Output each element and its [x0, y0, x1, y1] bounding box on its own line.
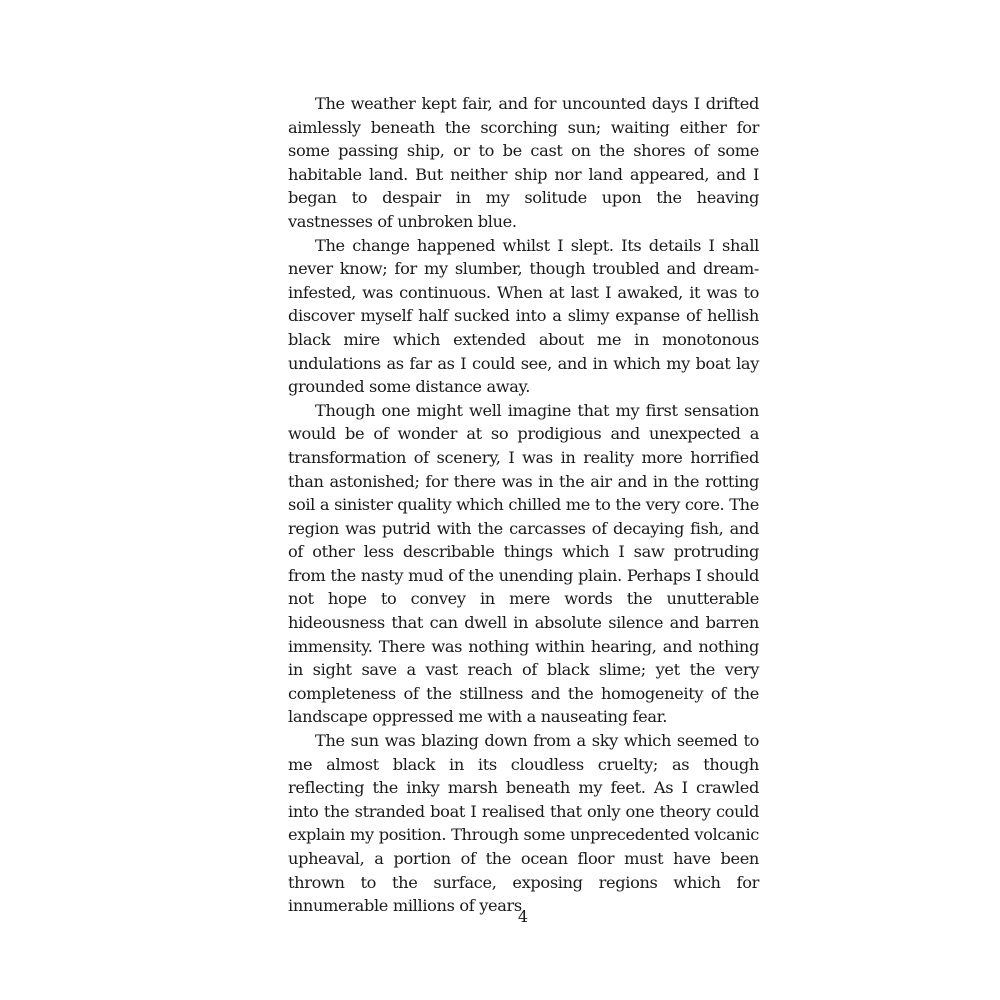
paragraph-3: Though one might well imagine that my first sensation would be of wonder at so prodigious and unexpected a transformation of scenery, I was in reality more horrified than astonished; for there was in the air and in the rotting soil a sinister quality which chilled me to the very core. The region was putrid with the carcasses of decaying fish, and of other less describable things which I saw protruding from the nasty mud of the unending plain. Perhaps I should not hope to convey in mere words the unutterable hideousness that can dwell in absolute silence and barren immensity. There was nothing within hearing, and nothing in sight save a vast reach of black slime; yet the very completeness of the stillness and the homogeneity of the landscape oppressed me with a nauseating fear. [288, 400, 759, 727]
paragraph-4: The sun was blazing down from a sky which seemed to me almost black in its cloudless cruelty; as though reflecting the inky marsh beneath my feet. As I crawled into the stranded boat I realised that only one theory could explain my position. Through some unprecedented volcanic upheaval, a portion of the ocean floor must have been thrown to the surface, exposing regions which for innumerable millions of years [288, 731, 759, 916]
body-text [288, 92, 759, 918]
page-number: 4 [517, 907, 529, 926]
paragraph-2: The change happened whilst I slept. Its details I shall never know; for my slumber, though troubled and dream-infested, was continuous. When at last I awaked, it was to discover myself half sucked into a slimy expanse of hellish black mire which extended about me in monotonous undulations as far as I could see, and in which my boat lay grounded some distance away. [288, 235, 759, 397]
paragraph-1: The weather kept fair, and for uncounted days I drifted aimlessly beneath the scorching sun; waiting either for some passing ship, or to be cast on the shores of some habitable land. But neither ship nor land appeared, and I began to despair in my solitude upon the heaving vastnesses of unbroken blue. [288, 94, 759, 231]
